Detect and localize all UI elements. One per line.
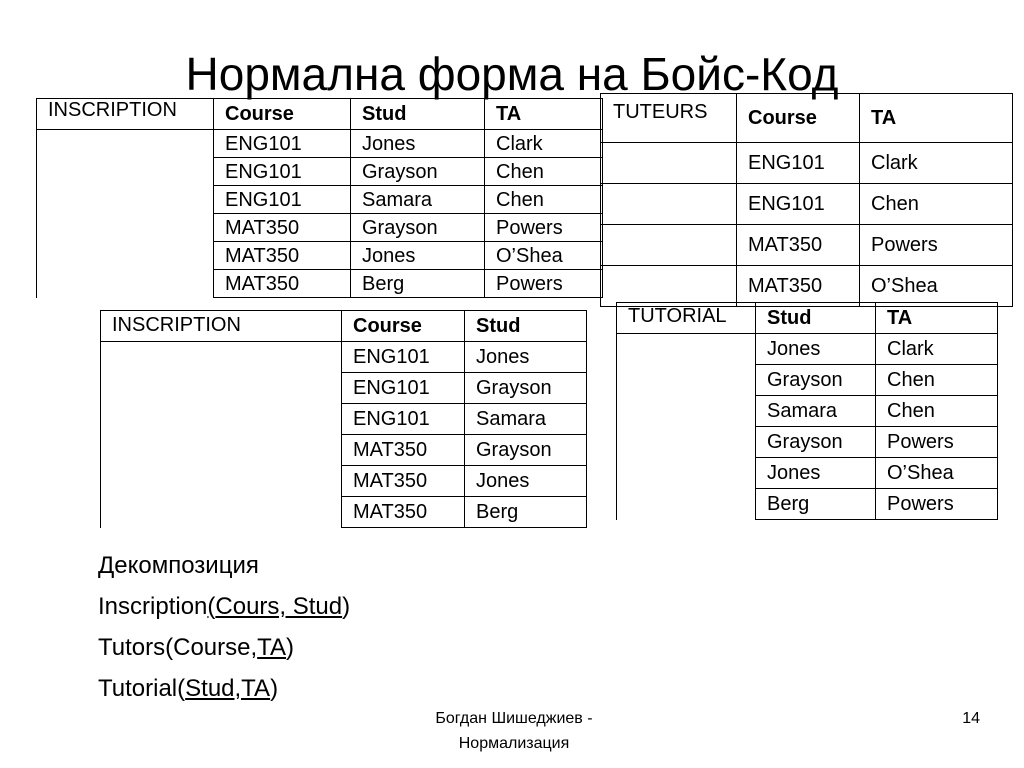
table-cell: MAT350 xyxy=(737,266,860,307)
tuteurs-table xyxy=(600,93,1013,307)
table-cell: Jones xyxy=(351,130,485,158)
table-row xyxy=(37,242,603,270)
table-row xyxy=(617,427,998,458)
decomposition-heading: Декомпозиция xyxy=(98,552,259,579)
table-cell: Berg xyxy=(465,497,587,528)
table-row xyxy=(101,373,587,404)
table-cell: Powers xyxy=(485,270,603,298)
table-cell: MAT350 xyxy=(342,466,465,497)
table-cell: Berg xyxy=(351,270,485,298)
table-row xyxy=(101,435,587,466)
table-row xyxy=(601,266,1013,307)
table-cell: Clark xyxy=(860,143,1013,184)
inscription-ta-table xyxy=(36,98,603,298)
relation-name: INSCRIPTION xyxy=(101,311,342,342)
table-row xyxy=(601,184,1013,225)
table-cell: Samara xyxy=(756,396,876,427)
table-row xyxy=(617,396,998,427)
tutors-key: TA xyxy=(257,634,287,661)
table-cell: Grayson xyxy=(465,435,587,466)
column-header: Stud xyxy=(756,303,876,334)
table-cell: Powers xyxy=(876,489,998,520)
table-cell: Powers xyxy=(876,427,998,458)
table-cell: Grayson xyxy=(756,427,876,458)
table-row xyxy=(617,458,998,489)
table-cell: ENG101 xyxy=(737,184,860,225)
table-row xyxy=(37,130,603,158)
table-cell: Grayson xyxy=(465,373,587,404)
relation-name: INSCRIPTION xyxy=(37,99,214,130)
table-cell: Chen xyxy=(876,365,998,396)
table-cell: Berg xyxy=(756,489,876,520)
table-header-row xyxy=(601,94,1013,143)
page-number: 14 xyxy=(962,710,980,727)
table-row xyxy=(617,365,998,396)
column-header: TA xyxy=(860,94,1013,143)
column-header: Course xyxy=(214,99,351,130)
table-cell: MAT350 xyxy=(214,214,351,242)
table-cell: ENG101 xyxy=(737,143,860,184)
table-cell: Chen xyxy=(876,396,998,427)
table-row xyxy=(37,270,603,298)
table-cell: O’Shea xyxy=(485,242,603,270)
table-cell: ENG101 xyxy=(214,186,351,214)
column-header: Stud xyxy=(351,99,485,130)
column-header: Stud xyxy=(465,311,587,342)
inscription-schema: Inscription(Cours, Stud) xyxy=(98,593,351,620)
table-cell: ENG101 xyxy=(342,342,465,373)
footer-topic: Нормализация xyxy=(458,735,570,752)
tutorial-schema: Tutorial(Stud,TA) xyxy=(98,675,279,702)
relation-name: TUTORIAL xyxy=(617,303,756,334)
slide-title: Нормална форма на Бойс-Код xyxy=(185,48,839,100)
table-cell: ENG101 xyxy=(214,158,351,186)
table-cell: Powers xyxy=(860,225,1013,266)
column-header: Course xyxy=(737,94,860,143)
table-cell: MAT350 xyxy=(342,435,465,466)
inscription-table xyxy=(100,310,587,528)
table-row xyxy=(37,214,603,242)
table-cell: ENG101 xyxy=(214,130,351,158)
table-cell: Jones xyxy=(465,466,587,497)
table-cell: Clark xyxy=(876,334,998,365)
table-row xyxy=(101,404,587,435)
table-cell: O’Shea xyxy=(876,458,998,489)
table-cell: Chen xyxy=(485,186,603,214)
column-header: Course xyxy=(342,311,465,342)
table-row xyxy=(101,466,587,497)
table-cell: Grayson xyxy=(756,365,876,396)
table-cell: Grayson xyxy=(351,158,485,186)
table-header-row xyxy=(617,303,998,334)
table-row xyxy=(617,489,998,520)
table-cell: Chen xyxy=(860,184,1013,225)
table-header-row xyxy=(37,99,603,130)
table-row xyxy=(101,497,587,528)
slide-footer xyxy=(392,706,636,756)
table-row xyxy=(101,342,587,373)
table-cell: Chen xyxy=(485,158,603,186)
table-cell: MAT350 xyxy=(214,270,351,298)
table-row xyxy=(601,225,1013,266)
table-cell: ENG101 xyxy=(342,373,465,404)
column-header: TA xyxy=(876,303,998,334)
table-cell: ENG101 xyxy=(342,404,465,435)
table-cell: MAT350 xyxy=(214,242,351,270)
relation-name: TUTEURS xyxy=(601,94,737,143)
table-cell: Jones xyxy=(756,458,876,489)
table-row xyxy=(37,186,603,214)
table-cell: Jones xyxy=(465,342,587,373)
table-row xyxy=(601,143,1013,184)
column-header: TA xyxy=(485,99,603,130)
tutors-schema: Tutors(Course,TA) xyxy=(98,634,295,661)
table-cell: Powers xyxy=(485,214,603,242)
table-row xyxy=(617,334,998,365)
table-cell: O’Shea xyxy=(860,266,1013,307)
table-cell: Samara xyxy=(351,186,485,214)
footer-author: Богдан Шишеджиев - xyxy=(435,710,593,727)
table-cell: MAT350 xyxy=(342,497,465,528)
table-cell: Clark xyxy=(485,130,603,158)
table-cell: Jones xyxy=(351,242,485,270)
table-cell: Jones xyxy=(756,334,876,365)
tutorial-key: Stud,TA xyxy=(185,675,271,702)
table-header-row xyxy=(101,311,587,342)
tutorial-table xyxy=(616,302,998,520)
table-cell: Samara xyxy=(465,404,587,435)
table-cell: Grayson xyxy=(351,214,485,242)
inscription-key: (Cours, Stud xyxy=(207,593,343,620)
table-cell: MAT350 xyxy=(737,225,860,266)
table-row xyxy=(37,158,603,186)
decomposition-list xyxy=(98,545,350,709)
